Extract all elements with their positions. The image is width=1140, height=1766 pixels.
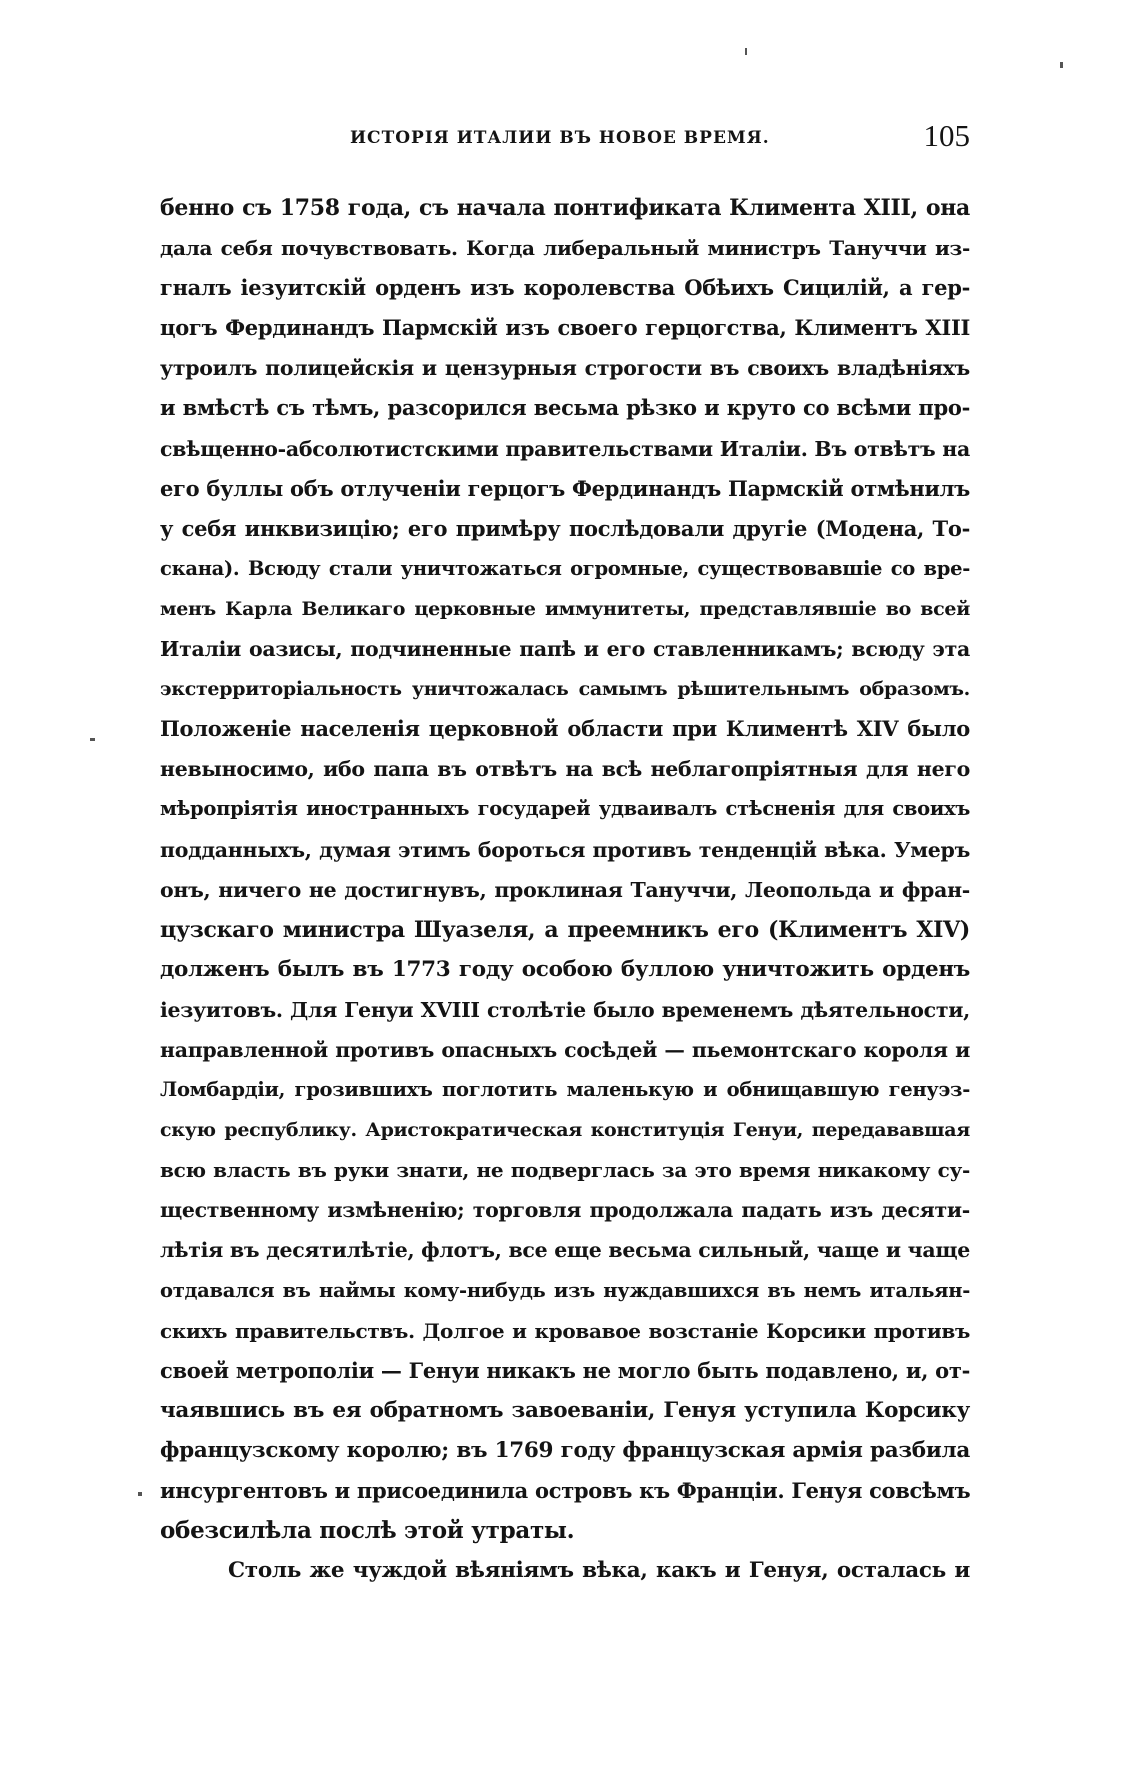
text-line: мѣропріятія иностранныхъ государей удваивалъ стѣсненія для своихъ [160,797,970,821]
running-title: ИСТОРІЯ ИТАЛИИ ВЪ НОВОЕ ВРЕМЯ. [350,128,770,148]
text-line: долженъ былъ въ 1773 году особою буллою уничтожить орденъ [160,956,970,982]
text-line: у себя инквизицію; его примѣру послѣдовали другіе (Модена, То- [160,515,970,541]
text-line: обезсилѣла послѣ этой утраты. [160,1517,575,1545]
text-line: іезуитовъ. Для Генуи XVIII столѣтіе было временемъ дѣятельности, [160,997,970,1022]
text-line: своей метрополіи — Генуи никакъ не могло быть подавлено, и, от- [160,1357,970,1383]
text-line: онъ, ничего не достигнувъ, проклиная Тануччи, Леопольда и фран- [160,877,970,902]
text-line: скихъ правительствъ. Долгое и кровавое возстаніе Корсики противъ [160,1318,970,1343]
text-line: французскому королю; въ 1769 году французская армія разбила [160,1437,970,1463]
paragraph [160,1551,970,1591]
text-line: экстерриторіальность уничтожалась самымъ рѣшительнымъ образомъ. [160,678,970,701]
paragraph [160,188,970,1551]
text-line: дала себя почувствовать. Когда либеральный министръ Тануччи из- [160,236,970,261]
text-line: лѣтія въ десятилѣтіе, флотъ, все еще весьма сильный, чаще и чаще [160,1238,970,1263]
text-line: гналъ іезуитскій орденъ изъ королевства Обѣихъ Сицилій, а гер- [160,275,970,301]
text-line: чаявшись въ ея обратномъ завоеваніи, Генуя уступила Корсику [160,1397,970,1423]
text-line: и вмѣстѣ съ тѣмъ, разсорился весьма рѣзко и круто со всѣми про- [160,395,970,421]
text-line: подданныхъ, думая этимъ бороться противъ тенденцій вѣка. Умеръ [160,837,970,862]
text-line: менъ Карла Великаго церковные иммунитеты, представлявшіе во всей [160,597,970,620]
scan-speck [90,738,95,741]
text-line: всю власть въ руки знати, не подверглась за это время никакому су- [160,1158,970,1183]
page-header [160,118,970,158]
text-line: цогъ Фердинандъ Пармскій изъ своего герцогства, Климентъ XIII [160,315,970,341]
text-line: скана). Всюду стали уничтожаться огромные, существовавшіе со вре- [160,556,970,580]
text-line: Положеніе населенія церковной области при Климентѣ XIV было [160,716,970,742]
text-line: Столь же чуждой вѣяніямъ вѣка, какъ и Генуя, осталась и [228,1558,970,1584]
text-line: свѣщенно-абсолютистскими правительствами Италіи. Въ отвѣтъ на [160,436,970,461]
page-number: 105 [923,118,970,153]
body-text [160,188,970,1591]
text-line: направленной противъ опасныхъ сосѣдей — пьемонтскаго короля и [160,1037,970,1062]
text-line: утроилъ полицейскія и цензурныя строгости въ своихъ владѣніяхъ [160,356,970,381]
text-line: его буллы объ отлученіи герцогъ Фердинандъ Пармскій отмѣнилъ [160,475,970,501]
scan-speck [1060,62,1063,68]
text-line: Италіи оазисы, подчиненные папѣ и его ставленникамъ; всюду эта [160,637,970,662]
text-line: Ломбардіи, грозившихъ поглотить маленькую и обнищавшую генуэз- [160,1078,970,1102]
text-line: невыносимо, ибо папа въ отвѣтъ на всѣ неблагопріятныя для него [160,757,970,782]
scan-speck [745,48,747,55]
text-line: щественному измѣненію; торговля продолжала падать изъ десяти- [160,1198,970,1223]
text-line: бенно съ 1758 года, съ начала понтификата Климента XIII, она [160,195,970,221]
text-line: цузскаго министра Шуазеля, а преемникъ его (Климентъ XIV) [160,916,970,943]
text-line: скую республику. Аристократическая конституція Генуи, передававшая [160,1119,970,1142]
scan-speck [138,1492,142,1496]
text-line: отдавался въ наймы кому-нибудь изъ нуждавшихся въ немъ итальян- [160,1278,970,1302]
text-line: инсургентовъ и присоединила островъ къ Франціи. Генуя совсѣмъ [160,1478,971,1503]
